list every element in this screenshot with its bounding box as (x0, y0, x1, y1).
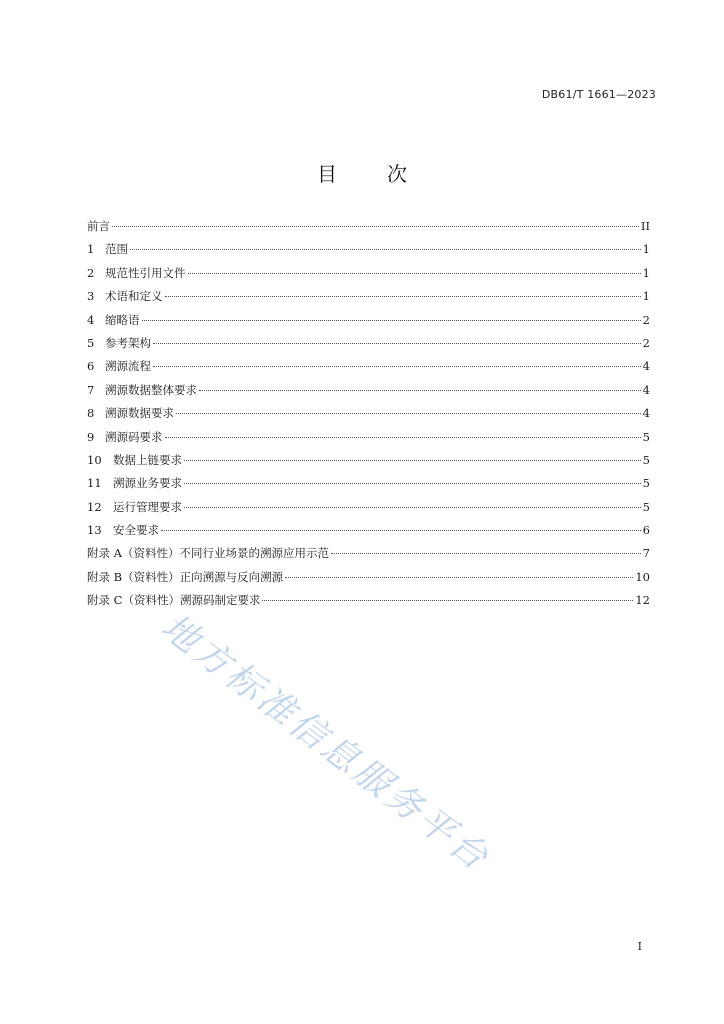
toc-entry-6[interactable] (87, 358, 650, 381)
dot-leader (142, 319, 641, 321)
toc-entry-number: 9 (87, 429, 95, 444)
toc-entry-1[interactable] (87, 241, 650, 264)
toc-entry-number: 4 (87, 312, 95, 327)
toc-entry-label: 规范性引用文件 (105, 265, 186, 280)
toc-entry-number: 5 (87, 335, 95, 350)
toc-entry-label: 术语和定义 (105, 289, 163, 304)
table-of-contents (87, 218, 650, 616)
toc-entry-number: 3 (87, 289, 95, 304)
toc-entry-label: 溯源数据要求 (105, 406, 174, 421)
toc-entry-number: 7 (87, 382, 95, 397)
dot-leader (153, 342, 641, 344)
toc-entry-12[interactable] (87, 499, 650, 522)
toc-entry-label: 附录 A（资料性）不同行业场景的溯源应用示范 (87, 546, 329, 561)
toc-entry-number: 6 (87, 359, 95, 374)
toc-entry-label: 溯源数据整体要求 (105, 382, 197, 397)
toc-entry-label: 溯源码要求 (105, 429, 163, 444)
toc-entry-13[interactable] (87, 522, 650, 545)
toc-entry-page: 2 (642, 335, 650, 350)
toc-entry-page: 5 (642, 452, 650, 467)
toc-entry-2[interactable] (87, 265, 650, 288)
toc-entry-page: 7 (642, 546, 650, 561)
toc-entry-page: 5 (642, 499, 650, 514)
toc-entry-number: 12 (87, 499, 102, 514)
dot-leader (184, 506, 641, 508)
toc-entry-appendix-a[interactable] (87, 545, 650, 568)
toc-entry-label: 缩略语 (105, 312, 140, 327)
dot-leader (165, 295, 641, 297)
toc-entry-10[interactable] (87, 452, 650, 475)
dot-leader (165, 436, 641, 438)
toc-entry-page: 4 (642, 406, 650, 421)
toc-entry-7[interactable] (87, 382, 650, 405)
toc-entry-page: 1 (642, 265, 650, 280)
dot-leader (176, 412, 641, 414)
toc-entry-label: 前言 (87, 219, 110, 233)
toc-entry-5[interactable] (87, 335, 650, 358)
toc-title (0, 158, 724, 187)
toc-entry-label: 参考架构 (105, 335, 151, 350)
dot-leader (112, 225, 639, 227)
toc-entry-label: 溯源流程 (105, 359, 151, 374)
toc-entry-9[interactable] (87, 429, 650, 452)
dot-leader (188, 272, 641, 274)
toc-entry-page: 5 (642, 429, 650, 444)
toc-entry-label: 溯源业务要求 (113, 476, 182, 491)
toc-entry-page: 4 (642, 382, 650, 397)
dot-leader (153, 365, 641, 367)
toc-entry-11[interactable] (87, 475, 650, 498)
toc-entry-3[interactable] (87, 288, 650, 311)
dot-leader (262, 599, 633, 601)
dot-leader (161, 529, 641, 531)
toc-entry-number: 10 (87, 452, 102, 467)
toc-entry-label: 范围 (105, 242, 128, 257)
toc-entry-page: 10 (635, 569, 650, 584)
dot-leader (199, 389, 641, 391)
toc-entry-number: 1 (87, 242, 95, 257)
toc-entry-foreword[interactable] (87, 218, 650, 241)
toc-entry-number: 13 (87, 523, 102, 538)
toc-entry-page: 1 (642, 289, 650, 304)
watermark-text: 地方标准信息服务平台 (153, 606, 498, 880)
toc-entry-8[interactable] (87, 405, 650, 428)
dot-leader (331, 552, 641, 554)
page-number: I (637, 940, 642, 953)
dot-leader (184, 482, 641, 484)
toc-entry-appendix-b[interactable] (87, 569, 650, 592)
dot-leader (184, 459, 641, 461)
toc-entry-page: 6 (642, 523, 650, 538)
toc-entry-page: 4 (642, 359, 650, 374)
dot-leader (130, 248, 641, 250)
toc-entry-page: 1 (642, 242, 650, 257)
toc-entry-label: 安全要求 (113, 523, 159, 538)
toc-entry-appendix-c[interactable] (87, 592, 650, 615)
toc-entry-label: 附录 B（资料性）正向溯源与反向溯源 (87, 569, 284, 584)
toc-entry-4[interactable] (87, 312, 650, 335)
toc-entry-page: 2 (642, 312, 650, 327)
standard-code: DB61/T 1661—2023 (541, 88, 656, 101)
toc-entry-page: II (640, 219, 650, 233)
toc-entry-number: 8 (87, 406, 95, 421)
toc-entry-label: 运行管理要求 (113, 499, 182, 514)
toc-entry-page: 12 (635, 593, 650, 608)
toc-entry-page: 5 (642, 476, 650, 491)
toc-entry-number: 2 (87, 265, 95, 280)
toc-entry-label: 附录 C（资料性）溯源码制定要求 (87, 593, 261, 608)
toc-entry-label: 数据上链要求 (113, 452, 182, 467)
toc-title-right: 次 (387, 162, 407, 186)
toc-title-left: 目 (317, 162, 337, 186)
toc-entry-number: 11 (87, 476, 102, 491)
dot-leader (285, 576, 633, 578)
